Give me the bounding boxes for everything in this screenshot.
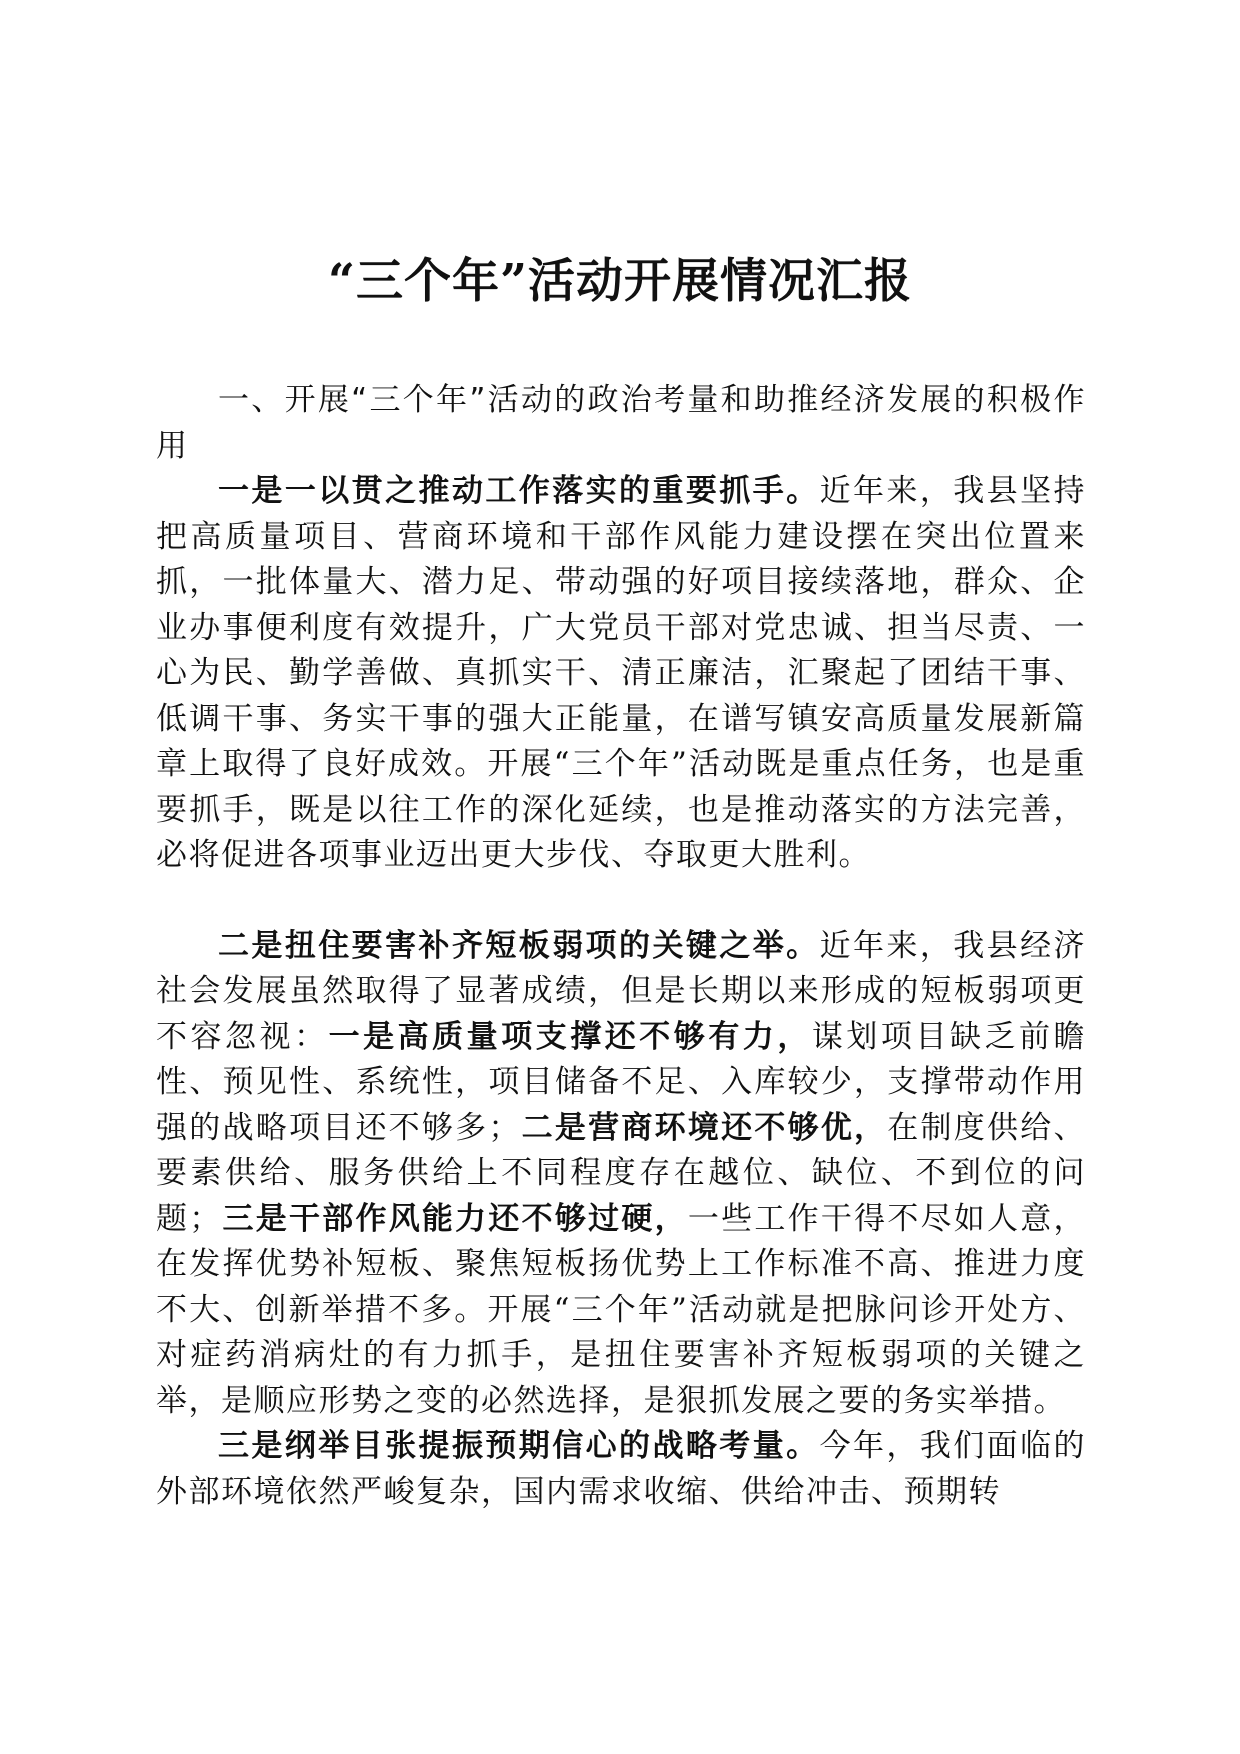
paragraph-2-point-2: 二是营商环境还不够优，	[520, 1109, 888, 1146]
document-title: “三个年”活动开展情况汇报	[327, 254, 913, 309]
paragraph-2-point-1: 一是高质量项支撑还不够有力，	[328, 1018, 812, 1055]
paragraph-2	[156, 924, 1086, 1425]
paragraph-3	[156, 1424, 1086, 1515]
paragraph-2-text-2: 谋划项目缺乏前瞻性、预见性、系统性，项目储备不足、入库较少，支撑带动作用强的战略项目还不够多；	[156, 1018, 1087, 1146]
paragraph-2-text-1: 近年来，我县经济社会发展虽然取得了显著成绩，但是长期以来形成的短板弱项更不容忽视：	[156, 927, 1087, 1055]
document-body	[156, 378, 1086, 1515]
paragraph-3-lead: 三是纲举目张提振预期信心的战略考量。	[218, 1428, 820, 1464]
paragraph-3-body: 今年，我们面临的外部环境依然严峻复杂，国内需求收缩、供给冲击、预期转	[156, 1428, 1087, 1510]
paragraph-1-lead: 一是一以贯之推动工作落实的重要抓手。	[218, 473, 820, 509]
paragraph-1	[156, 469, 1086, 879]
paragraph-1-body: 近年来，我县坚持把高质量项目、营商环境和干部作风能力建设摆在突出位置来抓，一批体量大、潜力足、带动强的好项目接续落地，群众、企业办事便利度有效提升，广大党员干部对党忠诚、担当尽责、一心为民、勤学善做、真抓实干、清正廉洁，汇聚起了团结干事、低调干事、务实干事的强大正能量，在谱写镇安高质量发展新篇章上取得了良好成效。开展“三个年”活动既是重点任务，也是重要抓手，既是以往工作的深化延续，也是推动落实的方法完善，必将促进各项事业迈出更大步伐、夺取更大胜利。	[156, 473, 1087, 873]
paragraph-2-point-3: 三是干部作风能力还不够过硬，	[221, 1200, 688, 1237]
paragraph-2-text-3: 在制度供给、要素供给、服务供给上不同程度存在越位、缺位、不到位的问题；	[156, 1109, 1086, 1237]
paragraph-2-lead: 二是扭住要害补齐短板弱项的关键之举。	[218, 927, 820, 964]
paragraph-2-text-4: 一些工作干得不尽如人意，在发挥优势补短板、聚焦短板扬优势上工作标准不高、推进力度不大、创新举措不多。开展“三个年”活动就是把脉问诊开处方、对症药消病灶的有力抓手，是扭住要害补齐短板弱项的关键之举，是顺应形势之变的必然选择，是狠抓发展之要的务实举措。	[156, 1200, 1087, 1419]
section-heading: 一、开展“三个年”活动的政治考量和助推经济发展的积极作用	[156, 382, 1086, 464]
